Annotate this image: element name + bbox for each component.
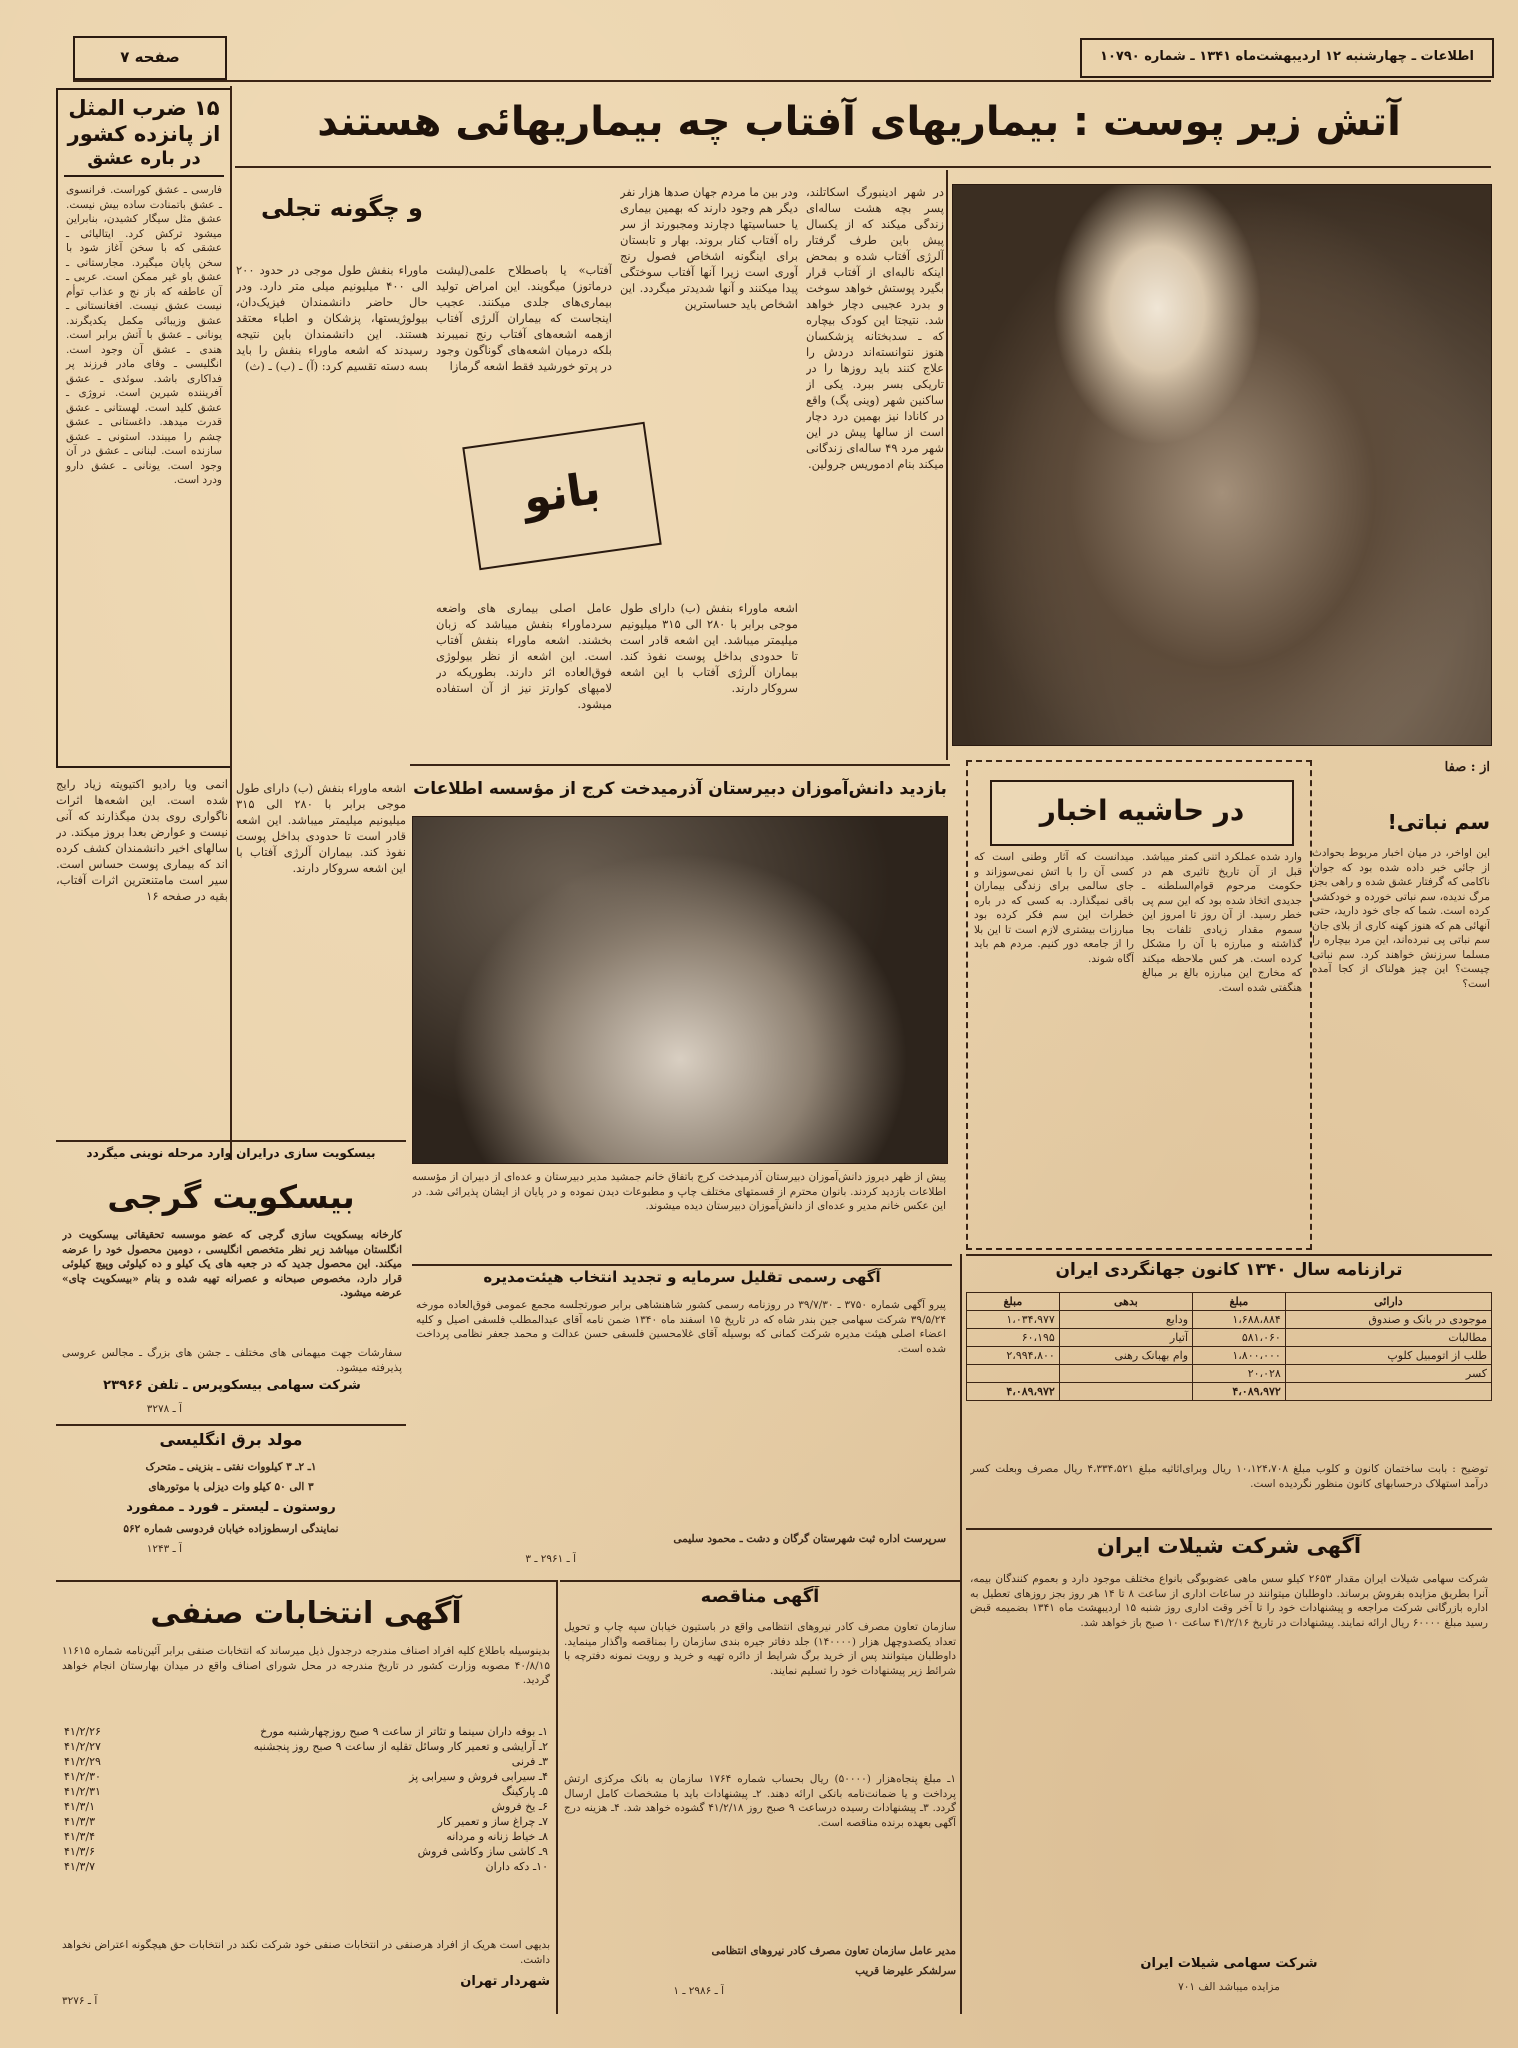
col-liability: بدهی xyxy=(1059,1293,1192,1311)
table-row: ۷ـ چراغ ساز و تعمیر کار ۴۱/۳/۳ xyxy=(64,1815,548,1828)
visit-headline: بازدید دانش‌آموزان دبیرستان آذرمیدخت کرج از مؤسسه اطلاعات xyxy=(413,779,947,799)
shilat-code: مزایده میباشد الف ۷۰۱ xyxy=(1178,1981,1280,1993)
tender-sign-2: سرلشکر علیرضا قریب xyxy=(855,1965,956,1977)
margin-logo: در حاشیه اخبار xyxy=(990,780,1294,846)
margin-col-b: وارد شده عملکرد اتنی کمتر میباشد. قبل از آن تاریخ تاثیری هم در حکومت مرحوم قوام‌السلطنه ـ جدیدی اتخاذ شده بود که این سم پی خطر رسید. از آن روز تا امروز این سموم مقدار زیادی تلفات بجا گذاشته و مبارزه با آن را مشکل کرده است. هر کس ملاحظه میکند که مخارج این مبارزه بالغ بر مبالغ هنگفتی شده است. xyxy=(1142,851,1302,994)
official-notice-sign: سرپرست اداره ثبت شهرستان گرگان و دشت ـ محمود سلیمی xyxy=(673,1533,946,1545)
tender-code: آ ـ ۲۹۸۶ ـ ۱ xyxy=(673,1985,724,1997)
table-row: ۲ـ آرایشی و تعمیر کار وسائل تقلیه از ساعت ۹ صبح روز پنجشنبه ۴۱/۲/۲۷ xyxy=(64,1740,548,1753)
generator-title: مولد برق انگلیسی xyxy=(159,1430,303,1449)
masthead-left-box xyxy=(73,36,227,80)
story-col-6: اشعه ماوراء بنفش (ب) دارای طول موجی برابر با ۲۸۰ الی ۳۱۵ میلیونیم میلیمتر میباشد. این اشعه قادر است تا حدودی بداخل پوست نفوذ کند. بیماران آلرژی آفتاب با این اشعه سروکار دارند. xyxy=(620,601,798,695)
story-col-8: اشعه ماوراء بنفش (ب) دارای طول موجی برابر با ۲۸۰ الی ۳۱۵ میلیونیم میلیمتر میباشد. این اشعه قادر است تا حدودی بداخل پوست نفوذ کند. بیماران آلرژی آفتاب با این اشعه سروکار دارند. xyxy=(236,781,406,875)
guild-election-intro: بدینوسیله باطلاع کلیه افراد اصناف مندرجه درجدول ذیل میرساند که انتخابات صنفی برابر آئین‌نامه شماره ۱۱۶۱۵ ۴۰/۸/۱۵ مصوبه وزارت کشور در تاریخ مندرجه در محل شورای اصناف واقع در میدان بهارستان انجام خواهد گردید. xyxy=(62,1645,550,1686)
proverbs-title-3: در باره عشق xyxy=(87,148,201,169)
table-row: ۴ـ سیرابی فروش و سیرابی پز ۴۱/۲/۳۰ xyxy=(64,1770,548,1783)
balance-sheet-title: ترازنامه سال ۱۳۴۰ کانون جهانگردی ایران xyxy=(1055,1260,1403,1280)
margin-title: سم نباتی! xyxy=(1387,810,1490,834)
margin-col-a: این اواخر، در میان اخبار مربوط بحوادث از جائی خبر داده شده بود که جوان ناکامی که گرفتار عشق شده و راهی بجز مرگ ندیده، سم نباتی خورده و خودکشی کرده است. شما که جای خود دارید، حتی آنهائی هم که هنوز کهنه کاری از بلای جان سم نباتی پی نبرده‌اند، این مرد بیچاره را مسلما سرزنش خواهند کرد. سم نباتی چیست؟ این چیز هولناک از کجا آمده است؟ xyxy=(1312,847,1490,990)
subhead: و چگونه تجلی xyxy=(261,194,423,222)
tender-items: ۱ـ مبلغ پنجاه‌هزار (۵۰۰۰۰) ریال بحساب شماره ۱۷۶۴ سازمان به بانک مرکزی ارتش پرداخت و یا ضمانت‌نامه بانکی ارائه دهند. ۲ـ پیشنهادات باید با مشخصات کامل ارسال گردد. ۳ـ پیشنهادات رسیده درساعت ۹ صبح روز ۴۱/۲/۱۸ گشوده خواهد شد. ۴ـ هزینه درج آگهی بعهده برنده مناقصه است. xyxy=(564,1773,956,1829)
total-assets: ۴،۰۸۹،۹۷۲ xyxy=(1193,1383,1286,1401)
guild-election-sign: شهردار تهران xyxy=(460,1974,550,1989)
balance-sheet-table xyxy=(966,1292,1492,1401)
col-asset: دارائی xyxy=(1285,1293,1491,1311)
students-visit-photo xyxy=(412,816,948,1164)
guild-schedule-table xyxy=(62,1724,550,1874)
biscuit-contact: شرکت سهامی بیسکوپرس ـ تلفن ۲۳۹۶۶ xyxy=(103,1378,361,1393)
col-liability-amount: مبلغ xyxy=(967,1293,1060,1311)
balance-sheet-note: توضیح : بابت ساختمان کانون و کلوب مبلغ ۱۰،۱۲۴،۷۰۸ ریال وبرای‌اثاثیه مبلغ ۴،۳۳۴،۵۲۱ ریال مصرف وبعلت کسر درآمد استهلاک درحسابهای کانون منظور نگردیده است. xyxy=(970,1463,1488,1490)
shilat-sign: شرکت سهامی شیلات ایران xyxy=(1140,1956,1318,1971)
biscuit-code: آ ـ ۳۲۷۸ xyxy=(146,1403,182,1415)
proverbs-body: فارسی ـ عشق کوراست. فرانسوی ـ عشق باتمنادت ساده بیش نیست. عشق مثل سیگار کشیدن، بنابراین میشود ترکش کرد. ایتالیائی ـ عشقی که با سخن آغاز شود با سخن پایان میگیرد. مجارستانی ـ عشق باو غیر ممکن است. عربی ـ آن عاطفه که باز نج و عذاب توأم نیست عشق نیست. افغانستانی ـ عشق وزیبائی مکمل یکدیگرند. یونانی ـ عشق با آتش برابر است. هندی ـ عشق آن وجود است. انگلیسی ـ وفای مادر فرزند پر فداکاری باشد. سوئدی ـ عشق آفریننده شیرین است. نروژی ـ عشق کلید است. لهستانی ـ عشق قدرت میدهد. داغستانی ـ عشق چشم را میبندد. استونی ـ عشق سازنده است. لبنانی ـ عشق در آن وجود است. یونانی ـ عشق دارو ودرد است. xyxy=(66,184,222,486)
generator-code: آ ـ ۱۲۴۳ xyxy=(146,1543,182,1555)
official-notice-body: پیرو آگهی شماره ۳۷۵۰ ـ ۳۹/۷/۳۰ در روزنامه رسمی کشور شاهنشاهی برابر صورتجلسه مجمع عمومی فوق‌العاده مورخه ۳۹/۵/۲۴ شرکت سهامی جین بندر شاه که در تاریخ ۱۵ اسفند ماه ۱۳۴۰ ضمن نامه آقای عبدالمطلب فلسفی اصیل و کلیه اعضاء اصلی هیئت مدیره شرکت کمانی که بوسیله آقای غلامحسین فلسفی حسن عدالت و محمد جعفر نظامی پرداخت شده است. xyxy=(416,1299,946,1355)
table-row: ۵ـ پارکینگ ۴۱/۲/۳۱ xyxy=(64,1785,548,1798)
woman-sunbathing-photo xyxy=(952,184,1492,746)
guild-election-schedule xyxy=(62,1724,550,1934)
shilat-title: آگهی شرکت شیلات ایران xyxy=(1096,1534,1362,1558)
tender-sign-1: مدیر عامل سازمان تعاون مصرف کادر نیروهای انتظامی xyxy=(711,1945,956,1957)
story-col-5: عامل اصلی بیماری های واضعه سردماوراء بنفش میباشد که زبان بخشند. اشعه ماوراء بنفش آفتاب است. این اشعه از نظر بیولوژی فوق‌العاده اثر دارند. بطوریکه در لامپهای کوارتز نیز از آن استفاده میشود. xyxy=(436,601,612,711)
story-col-7: انمی ویا رادیو اکتیویته زیاد رایج شده است. این اشعه‌ها اثرات ناگواری روی بدن میگذارند که آنی نیست و عوارض بعدا بروز میکند. در سالهای اخیر دانشمندان کشف کرده اند که بیماری پوست حساس است. سیر است مامتنعترین اثرات آفتاب، بقیه در صفحه ۱۶ xyxy=(56,777,228,903)
generator-line-2: ۳ الی ۵۰ کیلو وات دیزلی با موتورهای xyxy=(148,1481,314,1493)
table-row: ۸ـ خیاط زنانه و مردانه ۴۱/۳/۴ xyxy=(64,1830,548,1843)
story-col-2: ودر بین ما مردم جهان صدها هزار نفر دیگر هم وجود دارند که بهمین بیماری یا حساسیتها دچارند ومجبورند از سر راه آفتاب کنار بروند. بهار و تابستان برای اینگونه اشخاص فصول رنج آوری است زیرا آنها آفتاب سوختگی پیدا میکنند و آنها شدیدتر میگردد. این اشخاص باید حساسترین xyxy=(620,185,798,311)
biscuit-footer: سفارشات جهت میهمانی های مختلف ـ جشن های بزرگ ـ مجالس عروسی پذیرفته میشود. xyxy=(62,1347,402,1374)
table-row: موجودی در بانک و صندوق ۱،۶۸۸،۸۸۴ ودایع ۱،۰۳۴،۹۷۷ xyxy=(967,1311,1492,1329)
main-headline: آتش زیر پوست : بیماریهای آفتاب چه بیماریهائی هستند xyxy=(317,99,1401,145)
table-row: ۹ـ کاشی ساز وکاشی فروش ۴۱/۳/۶ xyxy=(64,1845,548,1858)
official-notice-title: آگهی رسمی تقلیل سرمایه و تجدید انتخاب هیئت‌مدیره xyxy=(483,1268,881,1286)
table-row: ۱۰ـ دکه داران ۴۱/۳/۷ xyxy=(64,1860,548,1873)
table-row: ۱ـ بوفه داران سینما و تئاتر از ساعت ۹ صبح روزچهارشنبه مورخ ۴۱/۲/۲۶ xyxy=(64,1725,548,1738)
tender-body: سازمان تعاون مصرف کادر نیروهای انتظامی واقع در باستیون خیابان سپه چاپ و تحویل تعداد یکصدوچهل هزار (۱۴۰۰۰۰) جلد دفاتر جیره بندی سازمان را بمناقصه واگذار مینماید. داوطلبان میتوانند پس از خرید برگ شرایط از دائره تهیه و خرید و رویت نمونه دفترچه با شرائط زیر پیشنهادات خود را تسلیم نمایند. xyxy=(564,1621,956,1677)
guild-election-title: آگهی انتخابات صنفی xyxy=(150,1596,462,1631)
guild-election-footer: بدیهی است هریک از افراد هرصنفی در انتخابات صنفی خود شرکت نکند در انتخابات حق هیچگونه اعتراض نخواهد داشت. xyxy=(62,1939,550,1966)
generator-line-3: روستون ـ لیستر ـ فورد ـ ممفورد xyxy=(126,1500,336,1515)
biscuit-body: کارخانه بیسکویت سازی گرجی که عضو موسسه تحقیقاتی بیسکویت در انگلستان میباشد زیر نظر متخصص انگلیسی ، دومین محصول خود را عرضه میکند. این محصول جدید که در جعبه های یک کیلو و ده کیلوئی وپیچ کیلوئی قرار دارد، مخصوص صبحانه و عصرانه تهیه شده و بنام «بیسکویت چای» عرضه میشود. xyxy=(62,1229,402,1299)
story-col-1: در شهر ادینبورگ اسکاتلند، پسر بچه هشت ساله‌ای زندگی میکند که از یکسال پیش باین طرف گرفتار آلرژی آفتاب شده و بمحض اینکه نالبه‌ای از آفتاب قرار بگیرد پوستش خواهد سوخت و بدرد عجیبی دچار خواهد شد. نتیجتا این کودک بیچاره که ـ سدبختانه پزشکسان هنوز نتوانسته‌اند دردش را علاج کنند باید روزها را در تاریکی بسر ببرد. یکی از ساکنین شهر (وینی پگ) واقع در کانادا نیز بهمین درد دچار است از سالها پیش در این شهر مرد ۴۹ ساله‌ای زندگانی میکند بنام ادموریس جرولین. xyxy=(806,185,944,471)
balance-sheet-table-wrap xyxy=(966,1292,1492,1458)
banoo-logo: بانو xyxy=(462,422,661,570)
table-row: طلب از اتومبیل کلوپ ۱،۸۰۰،۰۰۰ وام بهبانک رهنی ۲،۹۹۴،۸۰۰ xyxy=(967,1347,1492,1365)
table-row: مطالبات ۵۸۱،۰۶۰ آتیار ۶۰،۱۹۵ xyxy=(967,1329,1492,1347)
table-row: ۶ـ یخ فروش ۴۱/۳/۱ xyxy=(64,1800,548,1813)
masthead-right-box xyxy=(1080,38,1494,78)
table-row: ۳ـ فرنی ۴۱/۲/۲۹ xyxy=(64,1755,548,1768)
biscuit-brand: بیسکویت گرجی xyxy=(107,1178,355,1216)
story-col-3: آفتاب» یا باصطلاح علمی(لیشت درماتوز) میگویند. این امراض تولید بیماری‌های جلدی میکنند. عجیب اینجاست که بیماران آلرژی آفتاب ازهمه اشعه‌های آفتاب رنج نمیبرند بلکه درمیان اشعه‌های گوناگون وجود در پرتو خورشید فقط اشعه گرمازا xyxy=(436,263,612,373)
total-liabilities: ۴،۰۸۹،۹۷۲ xyxy=(967,1383,1060,1401)
story-col-4: ماوراء بنفش طول موجی در حدود ۲۰۰ الی ۴۰۰ میلیونیم میلی متر دارد. ودر حال حاضر دانشمندان فیزیک‌دان، بیولوژیستها، پزشکان و اطباء معتقد هستند. این دانشمندان باین نتیجه رسیدند که اشعه ماوراء بنفش را باید بسه دسته تقسیم کرد: (آ) ـ (ب) ـ (ث) xyxy=(236,263,428,373)
page-number: صفحه ۷ xyxy=(120,48,180,66)
col-asset-amount: مبلغ xyxy=(1193,1293,1286,1311)
biscuit-top-line: بیسکویت سازی درایران وارد مرحله نوینی میگردد xyxy=(86,1146,376,1160)
margin-from: از : صفا xyxy=(1444,760,1490,775)
proverbs-title-2: از پانزده کشور xyxy=(67,122,221,146)
official-notice-code: آ ـ ۲۹۶۱ ـ ۳ xyxy=(525,1553,576,1565)
margin-col-c: میدانست که آثار وطنی است که کسی آن را با اتش نمی‌سوزاند و جای سالمی برای زندگی بیماران باقی نمیگذارد. به کسی که در باره خطرات این سم فکر کرده بود مبارزات بیشتری لازم است تا این بلا را از جامعه دور کنیم. مردم هم باید آگاه شوند. xyxy=(974,851,1134,965)
table-row: کسر ۲۰،۰۲۸ xyxy=(967,1365,1492,1383)
generator-line-4: نمایندگی ارسطوزاده خیابان فردوسی شماره ۵۶۲ xyxy=(123,1523,339,1535)
table-total-row xyxy=(967,1383,1492,1401)
shilat-body: شرکت سهامی شیلات ایران مقدار ۲۶۵۳ کیلو سس ماهی عضوبوگی بانواع مختلف موجود دارد و بعموم کنندگان بیمه، آنرا بطریق مزایده بفروش برساند. داوطلبان میتوانند در ساعات اداری از ساعت ۸ تا ۱۴ هر روز بجز روزهای تعطیل به اداره بازرگانی شرکت مراجعه و پیشنهادات خود را تا آخر وقت اداری روز شنبه ۱۵ اردیبهشت ماه ۱۳۴۱ بضمیمه قبض رسید مبلغ ۶۰۰۰۰ ریال ارائه نمایند. پیشنهادات در تاریخ ۴۱/۲/۱۶ ساعت ۱۰ صبح باز خواهد شد. xyxy=(970,1573,1488,1629)
guild-election-code: آ ـ ۳۲۷۶ xyxy=(62,1995,98,2007)
visit-caption: پیش از ظهر دیروز دانش‌آموزان دبیرستان آذرمیدخت کرج باتفاق خانم جمشید مدیر دبیرستان و عده‌ای از دبیران از مؤسسه اطلاعات بازدید کردند. بانوان محترم از قسمتهای مختلف چاپ و مطبوعات دیدن نموده و در پایان از ایشان پذیرائی شد. در این عکس خانم مدیر و عده‌ای از دانش‌آموزان دبیرستان دیده میشوند. xyxy=(412,1171,946,1212)
tender-title: آگهی مناقصه xyxy=(700,1586,820,1607)
proverbs-box xyxy=(56,88,232,768)
generator-line-1: ۱ـ ۲ـ ۳ کیلووات نفتی ـ بنزینی ـ متحرک xyxy=(145,1461,317,1473)
proverbs-title-1: ۱۵ ضرب المثل xyxy=(68,96,220,120)
dateline: اطلاعات ـ چهارشنبه ۱۲ اردیبهشت‌ماه ۱۳۴۱ ـ شماره ۱۰۷۹۰ xyxy=(1100,49,1474,64)
